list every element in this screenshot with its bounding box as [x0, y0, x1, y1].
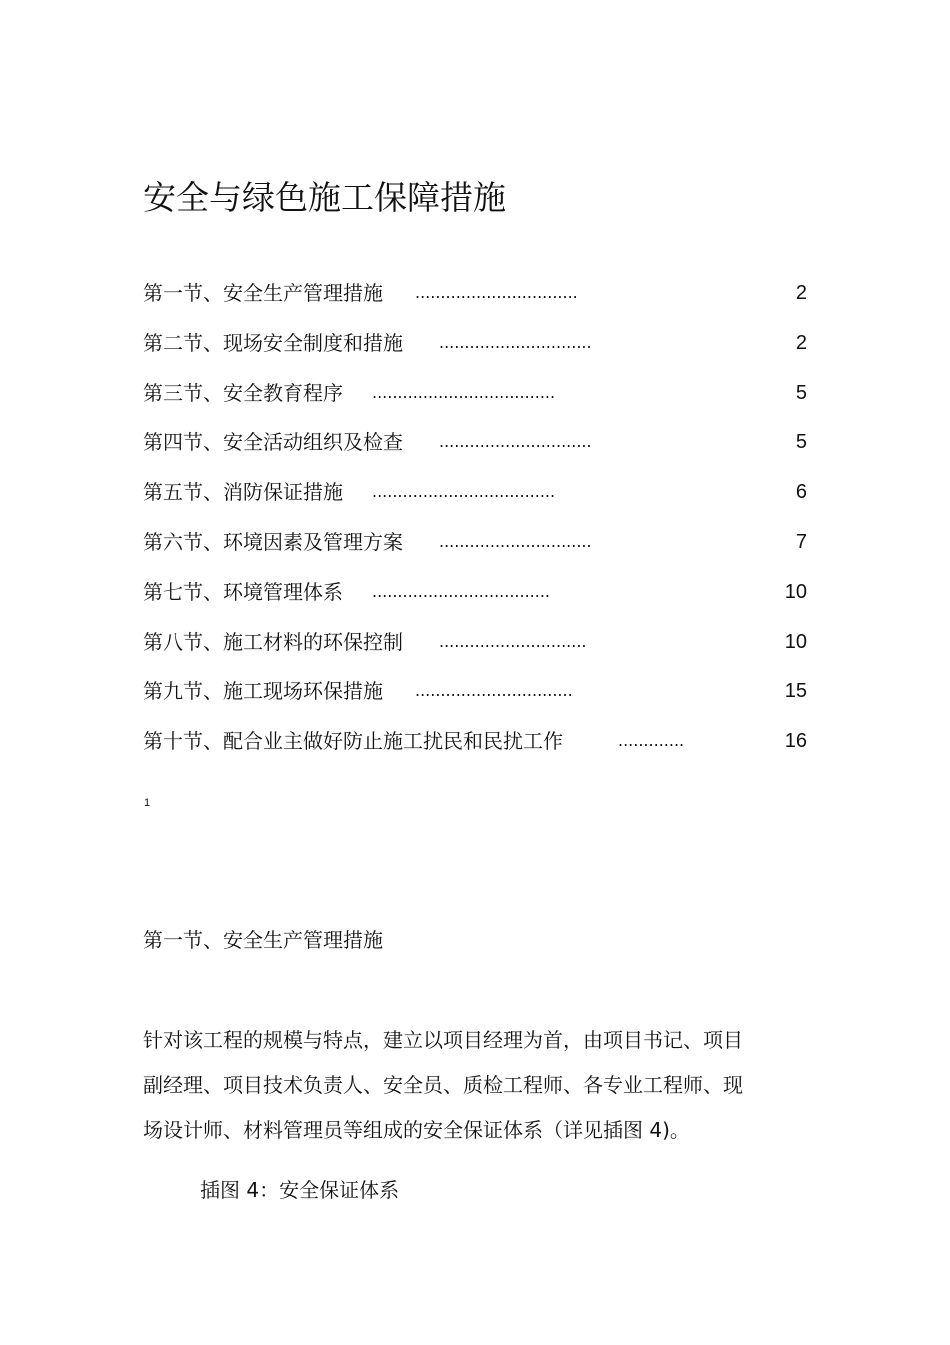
toc-entry-label: 第六节、环境因素及管理方案 — [143, 529, 403, 554]
toc-entry-page: 2 — [795, 331, 807, 354]
toc-leader-dots: .............................. — [439, 531, 592, 551]
toc-entry-label: 第三节、安全教育程序 — [143, 380, 343, 405]
toc-entry-label: 第四节、安全活动组织及检查 — [143, 430, 403, 455]
toc-entry-page: 15 — [784, 680, 807, 703]
toc-entry[interactable] — [143, 378, 813, 428]
paragraph-line: 副经理、项目技术负责人、安全员、质检工程师、各专业工程师、现 — [143, 1073, 743, 1097]
toc-entry-page: 2 — [795, 282, 807, 304]
body-paragraph — [143, 1023, 783, 1158]
toc-leader-dots: .................................... — [372, 382, 556, 402]
toc-entry-label: 第五节、消防保证措施 — [143, 480, 343, 505]
toc-entry[interactable] — [143, 527, 813, 577]
figure-caption: 插图 4：安全保证体系 — [200, 1178, 400, 1202]
toc-entry-page: 16 — [784, 730, 807, 753]
toc-leader-dots: .............................. — [439, 332, 592, 352]
toc-leader-dots: ............. — [618, 731, 685, 751]
page-number: 1 — [144, 797, 151, 809]
section-heading: 第一节、安全生产管理措施 — [143, 928, 383, 952]
toc-entry[interactable] — [143, 328, 813, 378]
toc-entry-label: 第七节、环境管理体系 — [143, 579, 343, 604]
toc-leader-dots: ................................... — [372, 581, 551, 601]
toc-entry-page: 5 — [795, 431, 807, 454]
toc-entry[interactable] — [143, 627, 813, 677]
toc-entry-page: 6 — [795, 481, 807, 504]
toc-entry[interactable] — [143, 676, 813, 726]
toc-entry-label: 第八节、施工材料的环保控制 — [143, 629, 403, 654]
document-title: 安全与绿色施工保障措施 — [143, 178, 506, 217]
toc-leader-dots: ............................... — [415, 681, 573, 701]
toc-leader-dots: .............................. — [439, 432, 592, 452]
toc-entry-page: 10 — [784, 580, 807, 603]
toc-entry-label: 第一节、安全生产管理措施 — [143, 281, 383, 305]
toc-entry[interactable] — [143, 427, 813, 477]
toc-entry-page: 7 — [795, 530, 807, 553]
toc-entry-label: 第十节、配合业主做好防止施工扰民和民扰工作 — [143, 729, 563, 754]
table-of-contents — [143, 278, 813, 776]
paragraph-line: 场设计师、材料管理员等组成的安全保证体系（详见插图 4)。 — [143, 1118, 690, 1142]
toc-entry[interactable] — [143, 278, 813, 328]
toc-entry-page: 10 — [784, 630, 807, 653]
toc-leader-dots: .................................... — [372, 482, 556, 502]
paragraph-line: 针对该工程的规模与特点，建立以项目经理为首，由项目书记、项目 — [143, 1028, 743, 1052]
toc-leader-dots: ................................ — [415, 283, 578, 302]
toc-leader-dots: ............................. — [439, 631, 587, 651]
toc-entry-label: 第二节、现场安全制度和措施 — [143, 330, 403, 355]
toc-entry[interactable] — [143, 477, 813, 527]
toc-entry-label: 第九节、施工现场环保措施 — [143, 679, 383, 704]
toc-entry[interactable] — [143, 726, 813, 776]
toc-entry-page: 5 — [795, 381, 807, 404]
toc-entry[interactable] — [143, 577, 813, 627]
